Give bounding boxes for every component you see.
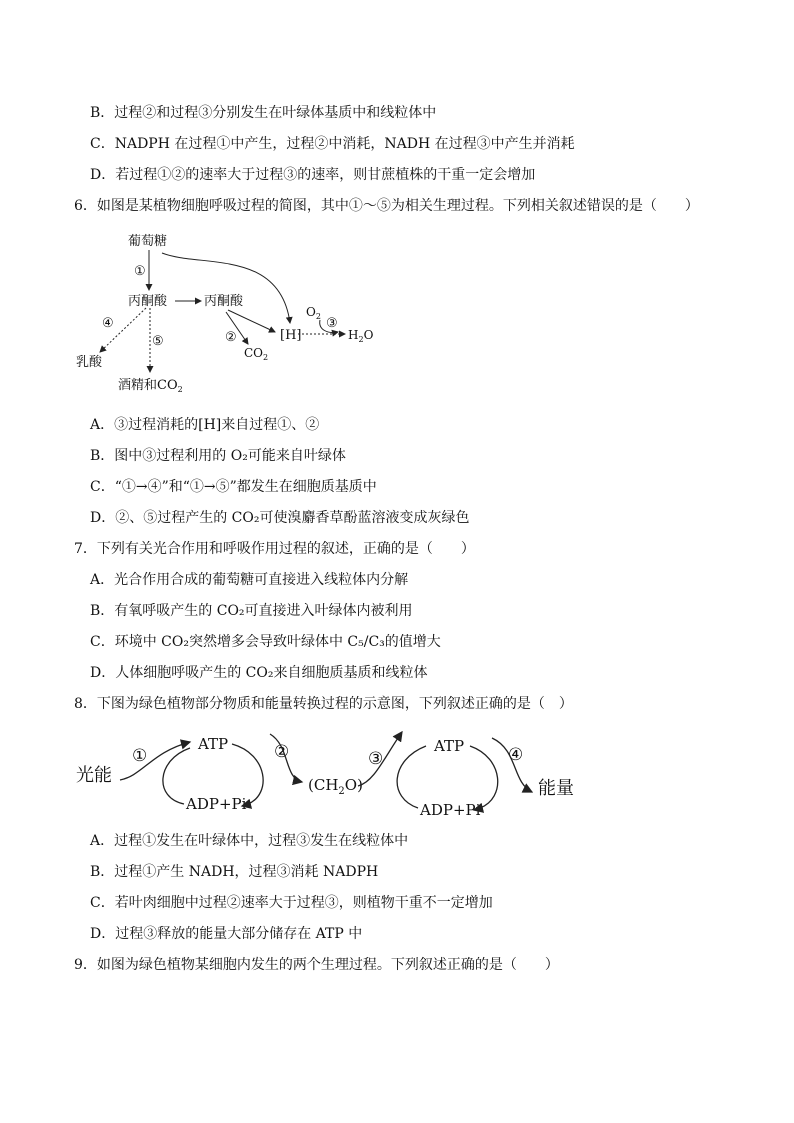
label-light-energy: 光能 xyxy=(76,765,112,786)
q7-option-d: D．人体细胞呼吸产生的 CO₂来自细胞质基质和线粒体 xyxy=(90,665,428,681)
label-adp-1: ADP+Pi xyxy=(186,795,247,813)
label-alcohol-co2: 酒精和$CO_2$ xyxy=(118,378,183,394)
energy-conversion-diagram xyxy=(72,724,592,824)
label-adp-2: ADP+Pi xyxy=(420,801,481,819)
q6-option-c: C．“①→④”和“①→⑤”都发生在细胞质基质中 xyxy=(90,479,377,495)
label-co2: $CO_2$ xyxy=(244,346,269,362)
label-process-3: ③ xyxy=(326,316,338,331)
label-process-4: ④ xyxy=(508,745,524,765)
q6-option-a: A．③过程消耗的[H]来自过程①、② xyxy=(90,417,320,433)
question-9-stem: 9．如图为绿色植物某细胞内发生的两个生理过程。下列叙述正确的是（ ） xyxy=(74,957,559,973)
label-process-5: ⑤ xyxy=(152,334,164,349)
label-glucose: 葡萄糖 xyxy=(128,234,168,249)
label-process-3: ③ xyxy=(368,749,384,769)
option-c-prev: C．NADPH 在过程①中产生，过程②中消耗，NADH 在过程③中产生并消耗 xyxy=(90,136,575,152)
q6-option-b: B．图中③过程利用的 O₂可能来自叶绿体 xyxy=(90,448,346,464)
label-process-4: ④ xyxy=(102,316,114,331)
label-o2: $O_2$ xyxy=(306,305,321,321)
label-ch2o: $(CH_2O)$ xyxy=(308,776,363,797)
label-h2o: $H_2O$ xyxy=(348,328,374,344)
label-process-2: ② xyxy=(274,742,290,762)
q8-option-b: B．过程①产生 NADH，过程③消耗 NADPH xyxy=(90,864,379,880)
question-8-stem: 8．下图为绿色植物部分物质和能量转换过程的示意图，下列叙述正确的是（ ） xyxy=(74,696,573,712)
q8-option-a: A．过程①发生在叶绿体中，过程③发生在线粒体中 xyxy=(90,833,409,849)
label-pyruvate-b: 丙酮酸 xyxy=(204,294,244,309)
option-d-prev: D．若过程①②的速率大于过程③的速率，则甘蔗植株的干重一定会增加 xyxy=(90,167,536,183)
label-lactic-acid: 乳酸 xyxy=(76,355,103,370)
q8-option-d: D．过程③释放的能量大部分储存在 ATP 中 xyxy=(90,926,363,942)
question-6-stem: 6．如图是某植物细胞呼吸过程的简图，其中①～⑤为相关生理过程。下列相关叙述错误的是（ ） xyxy=(74,198,699,214)
label-pyruvate-a: 丙酮酸 xyxy=(128,294,168,309)
label-process-2: ② xyxy=(225,330,237,345)
q7-option-b: B．有氧呼吸产生的 CO₂可直接进入叶绿体内被利用 xyxy=(90,603,413,619)
label-atp-2: ATP xyxy=(434,737,465,755)
q8-option-c: C．若叶肉细胞中过程②速率大于过程③，则植物干重不一定增加 xyxy=(90,895,493,911)
label-process-1: ① xyxy=(132,746,148,766)
label-process-1: ① xyxy=(134,264,146,279)
q7-option-c: C．环境中 CO₂突然增多会导致叶绿体中 C₅/C₃的值增大 xyxy=(90,634,441,650)
label-h: [H] xyxy=(280,328,302,343)
question-7-stem: 7．下列有关光合作用和呼吸作用过程的叙述，正确的是（ ） xyxy=(74,541,475,557)
q7-option-a: A．光合作用合成的葡萄糖可直接进入线粒体内分解 xyxy=(90,572,409,588)
q6-option-d: D．②、⑤过程产生的 CO₂可使溴麝香草酚蓝溶液变成灰绿色 xyxy=(90,510,470,526)
option-b-prev: B．过程②和过程③分别发生在叶绿体基质中和线粒体中 xyxy=(90,105,437,121)
label-atp-1: ATP xyxy=(198,735,229,753)
label-energy: 能量 xyxy=(538,778,574,799)
respiration-diagram xyxy=(70,228,390,403)
